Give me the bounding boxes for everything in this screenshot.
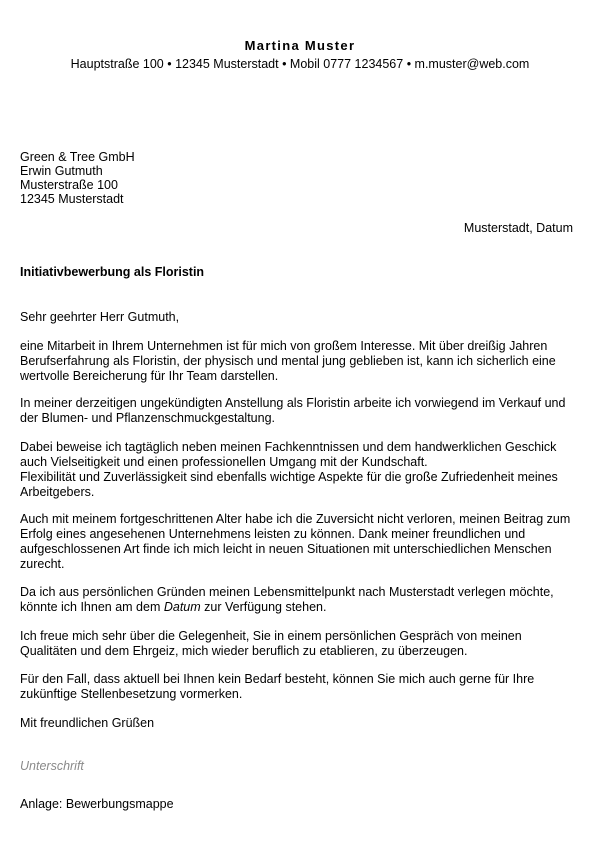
paragraph-3a-text: Dabei beweise ich tagtäglich neben meinen Fachkenntnissen und dem handwerklichen Geschick auch Vielseitigkeit und einen professionellen Umgang mit der Kundschaft. xyxy=(20,440,557,469)
place-date: Musterstadt, Datum xyxy=(463,221,573,235)
recipient-city: 12345 Musterstadt xyxy=(20,192,124,206)
attachment-note: Anlage: Bewerbungsmappe xyxy=(20,797,174,811)
date-placeholder: Datum xyxy=(163,600,201,614)
recipient-address xyxy=(20,150,135,206)
signature-placeholder: Unterschrift xyxy=(20,759,84,773)
recipient-company: Green & Tree GmbH xyxy=(20,150,135,164)
salutation xyxy=(20,310,580,325)
sender-name: Martina Muster xyxy=(244,38,356,53)
paragraph-5-start: Da ich aus persönlichen Gründen meinen Lebensmittelpunkt nach Musterstadt verlegen möchte, könnte ich Ihnen am dem xyxy=(20,585,554,614)
paragraph-1 xyxy=(20,339,580,384)
closing-text: Mit freundlichen Grüßen xyxy=(20,716,155,730)
paragraph-5-text xyxy=(20,585,580,615)
sender-contact-line: Hauptstraße 100 • 12345 Musterstadt • Mobil 0777 1234567 • m.muster@web.com xyxy=(70,57,530,71)
paragraph-7-text: Für den Fall, dass aktuell bei Ihnen kein Bedarf besteht, können Sie mich auch gerne für Ihre zukünftige Stellenbesetzung vormerken. xyxy=(20,672,535,701)
recipient-person: Erwin Gutmuth xyxy=(20,164,103,178)
closing xyxy=(20,716,580,731)
recipient-street: Musterstraße 100 xyxy=(20,178,118,192)
paragraph-3b-text: Flexibilität und Zuverlässigkeit sind ebenfalls wichtige Aspekte für die große Zufriedenheit meines Arbeitgebers. xyxy=(20,470,558,499)
paragraph-2 xyxy=(20,396,580,426)
paragraph-6-text: Ich freue mich sehr über die Gelegenheit, Sie in einem persönlichen Gespräch von meinen Qualitäten und dem Ehrgeiz, mich wieder beruflich zu etablieren, zu überzeugen. xyxy=(20,629,522,658)
paragraph-6 xyxy=(20,629,580,659)
paragraph-3 xyxy=(20,440,580,500)
paragraph-1-text: eine Mitarbeit in Ihrem Unternehmen ist für mich von großem Interesse. Mit über dreißig Jahren Berufserfahrung als Floristin, der physisch und mental jung geblieben ist, kann ich sicherlich eine wertvolle Bereicherung für Ihr Team darstellen. xyxy=(20,339,556,383)
paragraph-2-text: In meiner derzeitigen ungekündigten Anstellung als Floristin arbeite ich vorwiegend im Verkauf und der Blumen- und Pflanzenschmuckgestaltung. xyxy=(20,396,566,425)
subject-line: Initiativbewerbung als Floristin xyxy=(20,265,205,279)
salutation-text: Sehr geehrter Herr Gutmuth, xyxy=(20,310,180,324)
paragraph-4 xyxy=(20,512,580,572)
paragraph-4-text: Auch mit meinem fortgeschrittenen Alter habe ich die Zuversicht nicht verloren, meinen Beitrag zum Erfolg eines angesehenen Unternehmens leisten zu können. Dank meiner freundlichen und aufgeschlossenen Art finde ich mich leicht in neuen Situationen mit unterschiedlichen Menschen zurecht. xyxy=(20,512,571,571)
paragraph-7 xyxy=(20,672,580,702)
paragraph-5-end: zur Verfügung stehen. xyxy=(200,600,327,614)
paragraph-5 xyxy=(20,585,580,615)
